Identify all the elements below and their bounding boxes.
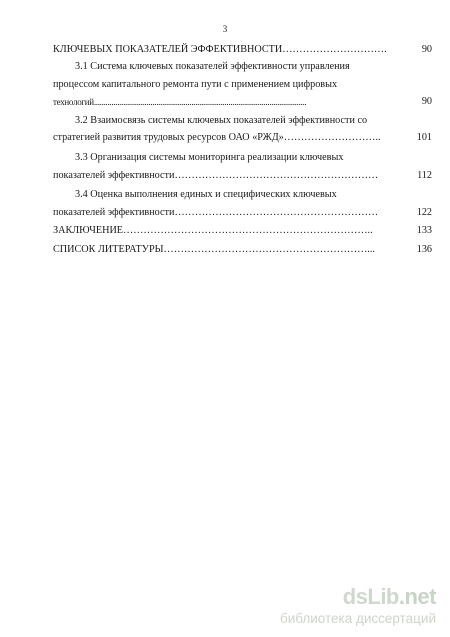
toc-entry-3-1[interactable]	[0, 59, 450, 75]
toc-entry-3-1-end[interactable]	[0, 94, 450, 110]
toc-entry-text: процессом капитального ремонта пути с применением цифровых	[53, 79, 338, 90]
toc-entry-kpi-heading[interactable]	[0, 42, 450, 58]
toc-entry-page: 90	[421, 96, 432, 107]
toc-entry-text: СПИСОК ЛИТЕРАТУРЫ……………………………………………………...	[53, 244, 375, 255]
toc-entry-text: показателей эффективности……………………………………………………	[53, 170, 379, 181]
toc-entry-3-2[interactable]	[0, 113, 450, 129]
toc-entry-3-3[interactable]	[0, 150, 450, 166]
toc-entry-page: 101	[416, 132, 432, 143]
watermark	[280, 586, 436, 627]
toc-entry-text: 3.2 Взаимосвязь системы ключевых показателей эффективности со	[75, 115, 368, 126]
toc-entry-page: 90	[421, 44, 432, 55]
watermark-logo-text: dsLib	[342, 584, 399, 609]
toc-entry-text: стратегией развития трудовых ресурсов ОАО «РЖД»………………………..	[53, 132, 381, 143]
toc-entry-references[interactable]	[0, 242, 450, 258]
toc-entry-page: 136	[416, 244, 432, 255]
toc-entry-3-3-end[interactable]	[0, 168, 450, 184]
watermark-logo-tld: .net	[398, 584, 436, 609]
toc-entry-text: КЛЮЧЕВЫХ ПОКАЗАТЕЛЕЙ ЭФФЕКТИВНОСТИ………………………….	[53, 44, 387, 55]
toc-entry-3-1-cont[interactable]	[0, 77, 450, 93]
toc-entry-3-4-end[interactable]	[0, 205, 450, 221]
toc-entry-page: 122	[416, 207, 432, 218]
toc-entry-page: 133	[416, 225, 432, 236]
toc-entry-3-4[interactable]	[0, 187, 450, 203]
toc-entry-page: 112	[417, 170, 432, 181]
page-number: 3	[222, 24, 228, 34]
toc-entry-conclusion[interactable]	[0, 223, 450, 239]
toc-entry-text: ЗАКЛЮЧЕНИЕ………………………………………………………………..	[53, 225, 373, 236]
watermark-subtitle: библиотека диссертаций	[279, 611, 436, 626]
toc-entry-text: показателей эффективности……………………………………………………	[53, 207, 379, 218]
toc-entry-text: 3.4 Оценка выполнения единых и специфических ключевых	[75, 189, 337, 200]
toc-entry-text: 3.1 Система ключевых показателей эффективности управления	[75, 61, 350, 72]
toc-entry-3-2-end[interactable]	[0, 130, 450, 146]
toc-entry-text: 3.3 Организация системы мониторинга реализации ключевых	[75, 152, 344, 163]
watermark-logo	[280, 586, 436, 608]
toc-entry-text: технологий.............................................................................................................	[53, 97, 307, 107]
